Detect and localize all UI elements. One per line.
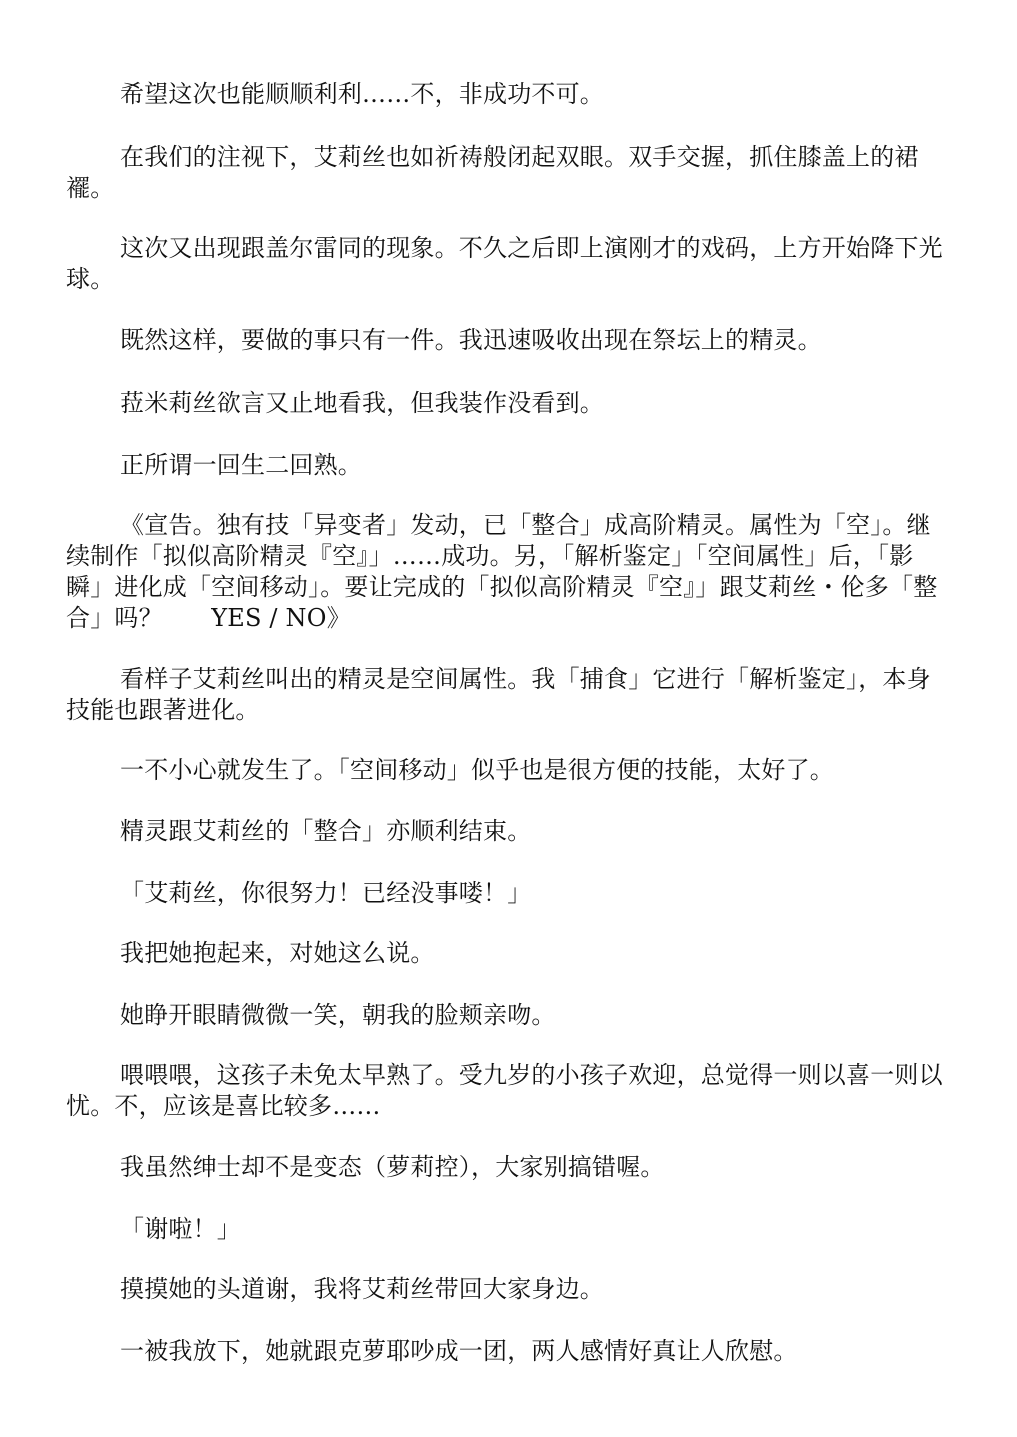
- paragraph: 喂喂喂，这孩子未免太早熟了。受九岁的小孩子欢迎，总觉得一则以喜一则以忧。不，应该是喜比较多……: [66, 1061, 943, 1120]
- paragraph: 「艾莉丝，你很努力！已经没事喽！」: [120, 879, 532, 907]
- paragraph: 她睁开眼睛微微一笑，朝我的脸颊亲吻。: [120, 1001, 556, 1029]
- paragraph: 希望这次也能顺顺利利……不，非成功不可。: [120, 80, 604, 108]
- paragraph: 「谢啦！」: [120, 1215, 241, 1243]
- paragraph: 我虽然绅士却不是变态（萝莉控），大家别搞错喔。: [120, 1153, 665, 1181]
- paragraph: 正所谓一回生二回熟。: [120, 451, 362, 479]
- paragraph: 一被我放下，她就跟克萝耶吵成一团，两人感情好真让人欣慰。: [120, 1337, 798, 1365]
- paragraph: 菈米莉丝欲言又止地看我，但我装作没看到。: [120, 389, 604, 417]
- paragraph: 《宣告。独有技「异变者」发动，已「整合」成高阶精灵。属性为「空」。继续制作「拟似高阶精灵『空』」……成功。另，「解析鉴定」「空间属性」后，「影瞬」进化成「空间移动」。要让完成的「拟似高阶精灵『空』」跟艾莉丝・伦多「整合」吗？ YES / NO》: [66, 511, 938, 632]
- paragraph: 这次又出现跟盖尔雷同的现象。不久之后即上演刚才的戏码，上方开始降下光球。: [66, 234, 943, 293]
- paragraph: 一不小心就发生了。「空间移动」似乎也是很方便的技能，太好了。: [120, 756, 834, 784]
- paragraph: 我把她抱起来，对她这么说。: [120, 939, 435, 967]
- paragraph: 在我们的注视下，艾莉丝也如祈祷般闭起双眼。双手交握，抓住膝盖上的裙襬。: [66, 143, 919, 202]
- paragraph: 精灵跟艾莉丝的「整合」亦顺利结束。: [120, 817, 532, 845]
- paragraph: 看样子艾莉丝叫出的精灵是空间属性。我「捕食」它进行「解析鉴定」，本身技能也跟著进化。: [66, 665, 931, 724]
- paragraph: 摸摸她的头道谢，我将艾莉丝带回大家身边。: [120, 1275, 604, 1303]
- paragraph: 既然这样，要做的事只有一件。我迅速吸收出现在祭坛上的精灵。: [120, 326, 822, 354]
